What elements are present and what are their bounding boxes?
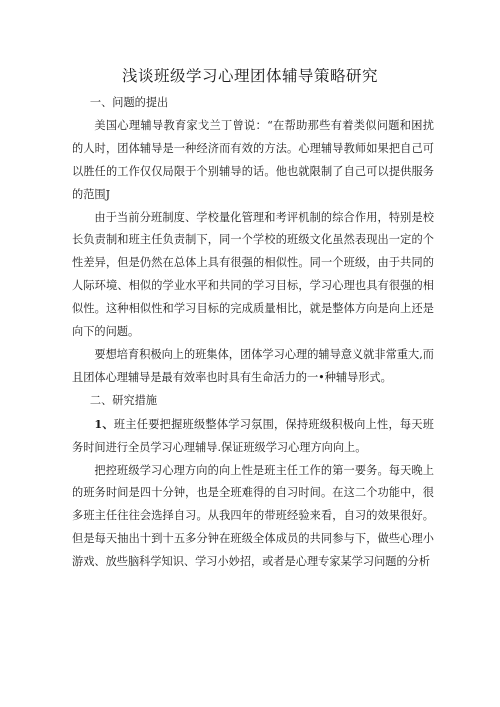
measure-text: 班主任要把握班级整体学习氛围，保持班级积极向上性，每天班务时间进行全员学习心理辅导.保证班级学习心理方向向上。: [72, 417, 434, 454]
document-body: [72, 92, 434, 574]
document-title: 浅谈班级学习心理团体辅导策略研究: [121, 67, 378, 85]
section-heading-measures: 二、研究措施: [89, 393, 158, 407]
paragraph-2: 由于当前分班制度、学校量化管理和考评机制的综合作用，特别是校长负责制和班主任负责制下，同一个学校的班级文化虽然表现出一定的个性差异，但是仍然在总体上具有很强的相似性。同一个班级，由于共同的人际环境、相似的学业水平和共同的学习目标，学习心理也具有很强的相似性。这种相似性和学习目标的完成质量相比，就是整体方向是向上还是向下的问题。: [72, 210, 434, 339]
paragraph-4: [72, 413, 434, 460]
section-heading-problem: 一、问题的提出: [89, 96, 169, 109]
paragraph-1: 美国心理辅导教育家戈兰丁曾说：“在帮助那些有着类似问题和困扰的人时，团体辅导是一种经济而有效的方法。心理辅导教师如果把自己可以胜任的工作仅仅局限于个别辅导的话。他也就限制了自己可以提供服务的范围J: [72, 118, 434, 201]
measure-number: 1、: [94, 416, 114, 431]
paragraph-3: 要想培育积极向上的班集体，团体学习心理的辅导意义就非常重大,而且团体心理辅导是最有效率也时具有生命活力的一•种辅导形式。: [72, 347, 434, 384]
paragraph-5: 把控班级学习心理方向的向上性是班主任工作的第一要务。每天晚上的班务时间是四十分钟，也是全班难得的自习时间。在这二个功能中，很多班主任往往会选择自习。从我四年的带班经验来看，自习的效果很好。但是每天抽出十到十五多分钟在班级全体成员的共同参与下，做些心理小游戏、放些脑科学知识、学习小妙招，或者是心理专家某学习问题的分析: [72, 463, 434, 569]
